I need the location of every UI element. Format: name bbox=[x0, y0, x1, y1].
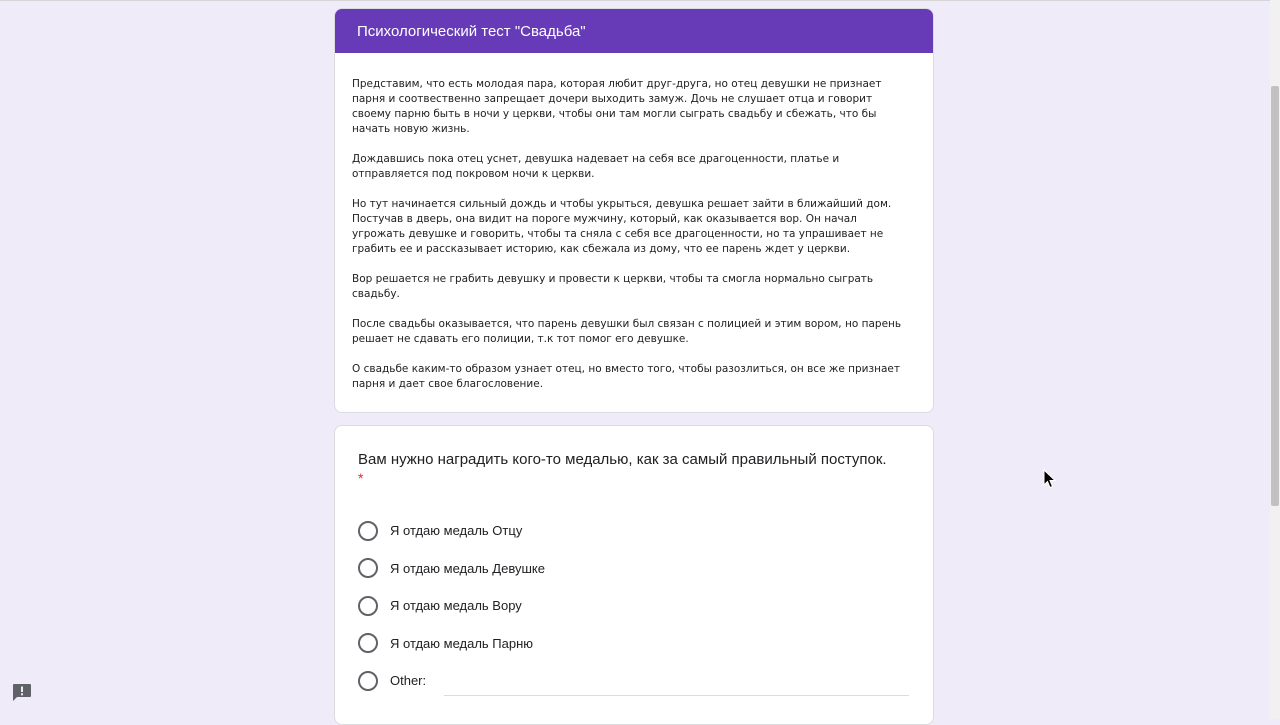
question-title: Вам нужно наградить кого-то медалью, как за самый правильный поступок. bbox=[358, 451, 887, 468]
description-paragraph: Но тут начинается сильный дождь и чтобы укрыться, девушка решает зайти в ближайший дом. Постучав в дверь, она видит на пороге мужчину, который, как оказывается вор. Он начал угрожать девушке и говорить, чтобы та сняла с себя все драгоценности, но та упрашивает не грабить ее и рассказывает историю, как сбежала из дому, что ее парень ждет у церкви. bbox=[352, 198, 892, 255]
scrollbar-thumb[interactable] bbox=[1271, 86, 1279, 506]
radio-button[interactable] bbox=[358, 633, 378, 653]
mouse-cursor-icon bbox=[1043, 469, 1056, 494]
radio-button[interactable] bbox=[358, 596, 378, 616]
other-label[interactable]: Other: bbox=[390, 673, 427, 689]
required-marker: * bbox=[358, 470, 364, 486]
form-container bbox=[334, 8, 934, 725]
option-label[interactable]: Я отдаю медаль Девушке bbox=[390, 560, 545, 576]
form-header-card bbox=[334, 8, 934, 413]
radio-button[interactable] bbox=[358, 521, 378, 541]
radio-option-other[interactable] bbox=[358, 662, 909, 700]
option-label[interactable]: Я отдаю медаль Парню bbox=[390, 635, 534, 651]
radio-group bbox=[358, 512, 909, 700]
top-border bbox=[0, 0, 1270, 1]
radio-option-girl[interactable] bbox=[358, 550, 909, 588]
description-paragraph: После свадьбы оказывается, что парень девушки был связан с полицией и этим вором, но парень решает не сдавать его полиции, т.к тот помог его девушке. bbox=[352, 318, 902, 345]
radio-option-father[interactable] bbox=[358, 512, 909, 550]
radio-button[interactable] bbox=[358, 558, 378, 578]
form-title-bar bbox=[335, 9, 933, 53]
radio-button[interactable] bbox=[358, 671, 378, 691]
description-paragraph: Дождавшись пока отец уснет, девушка надевает на себя все драгоценности, платье и отправляется под покровом ночи к церкви. bbox=[352, 153, 840, 180]
feedback-icon[interactable] bbox=[12, 683, 32, 702]
description-paragraph: Вор решается не грабить девушку и провести к церкви, чтобы та смогла нормально сыграть свадьбу. bbox=[352, 273, 874, 300]
option-label[interactable]: Я отдаю медаль Отцу bbox=[390, 523, 523, 539]
question-card bbox=[334, 425, 934, 725]
page-scrollbar[interactable] bbox=[1270, 0, 1280, 719]
description-paragraph: О свадьбе каким-то образом узнает отец, но вместо того, чтобы разозлиться, он все же признает парня и дает свое благословение. bbox=[352, 363, 900, 390]
option-label[interactable]: Я отдаю медаль Вору bbox=[390, 598, 522, 614]
form-description bbox=[335, 53, 933, 412]
description-paragraph: Представим, что есть молодая пара, которая любит друг-друга, но отец девушки не признает парня и соотвественно запрещает дочери выходить замуж. Дочь не слушает отца и говорит своему парню быть в ночи у церкви, чтобы они там могли сыграть свадьбу и сбежать, что бы начать новую жизнь. bbox=[352, 78, 882, 135]
radio-option-boyfriend[interactable] bbox=[358, 625, 909, 663]
form-title: Психологический тест "Свадьба" bbox=[357, 22, 586, 40]
other-text-input[interactable] bbox=[444, 675, 909, 696]
radio-option-thief[interactable] bbox=[358, 587, 909, 625]
